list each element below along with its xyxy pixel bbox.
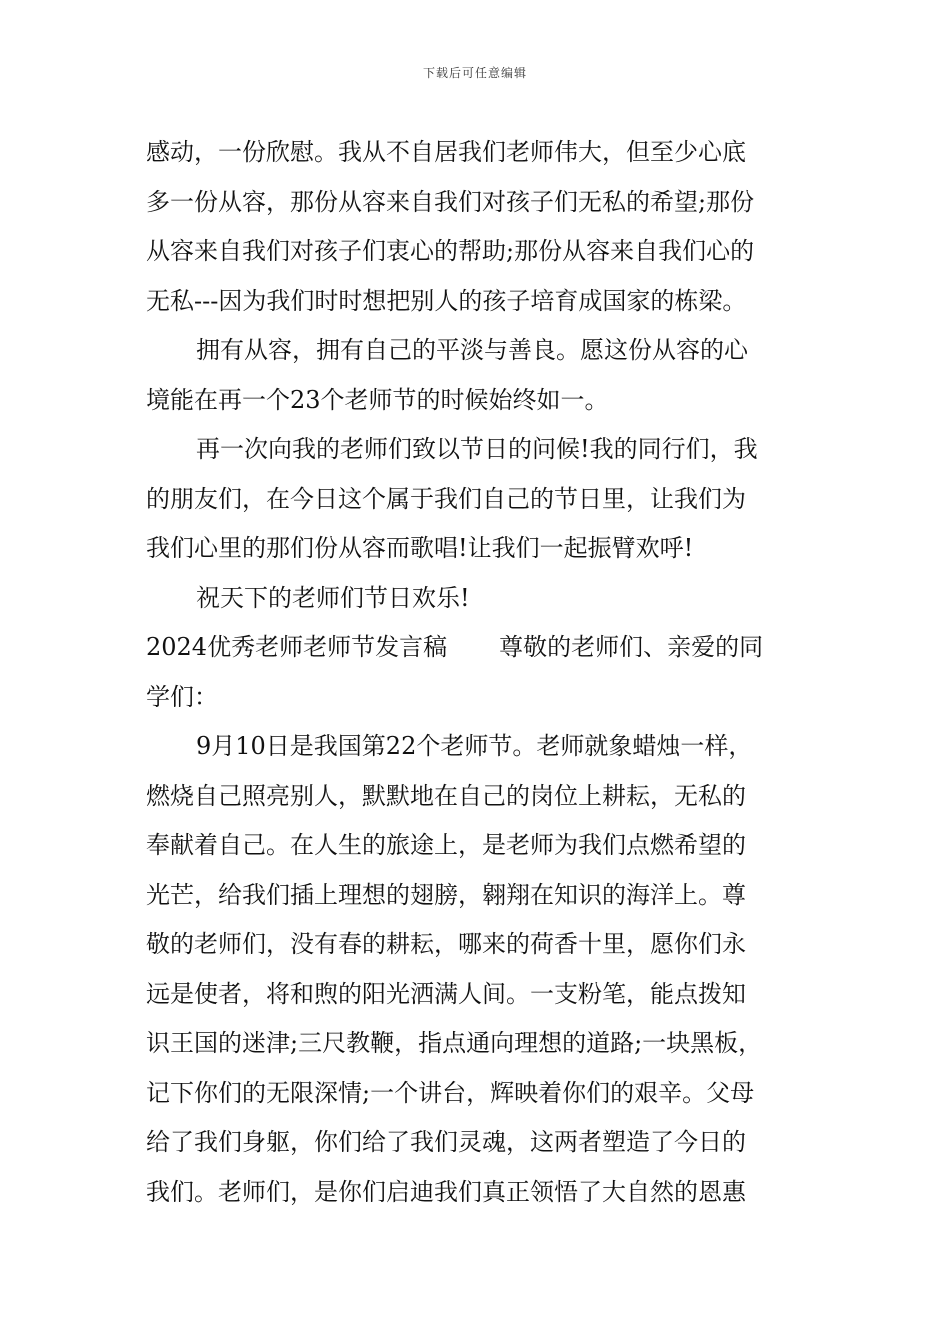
text-line: 的朋友们，在今日这个属于我们自己的节日里，让我们为 — [146, 484, 746, 513]
section-title-line — [146, 623, 811, 673]
text-line: 再一次向我的老师们致以节日的问候!我的同行们，我 — [196, 435, 758, 463]
text-line: 我们。老师们，是你们启迪我们真正领悟了大自然的恩惠 — [146, 1177, 746, 1206]
text-line: 无私---因为我们时时想把别人的孩子培育成国家的栋梁。 — [146, 286, 747, 315]
text-line: 多一份从容，那份从容来自我们对孩子们无私的希望;那份 — [146, 187, 755, 216]
text-line: 境能在再一个23个老师节的时候始终如一。 — [146, 385, 609, 414]
text-line: 祝天下的老师们节日欢乐! — [196, 583, 470, 612]
text-line: 学们： — [146, 682, 218, 711]
text-line: 从容来自我们对孩子们衷心的帮助;那份从容来自我们心的 — [146, 237, 755, 265]
text-line: 感动，一份欣慰。我从不自居我们老师伟大，但至少心底 — [146, 138, 746, 166]
text-line: 燃烧自己照亮别人，默默地在自己的岗位上耕耘，无私的 — [146, 781, 746, 810]
text-line: 敬的老师们，没有春的耕耘，哪来的荷香十里，愿你们永 — [146, 930, 746, 958]
text-line: 拥有从容，拥有自己的平淡与善良。愿这份从容的心 — [196, 336, 748, 364]
text-line: 光芒，给我们插上理想的翅膀，翱翔在知识的海洋上。尊 — [146, 880, 746, 909]
text-line: 记下你们的无限深情;一个讲台，辉映着你们的艰辛。父母 — [146, 1078, 755, 1107]
text-line: 远是使者，将和煦的阳光洒满人间。一支粉笔，能点拨知 — [146, 979, 746, 1008]
text-line: 奉献着自己。在人生的旅途上，是老师为我们点燃希望的 — [146, 831, 746, 859]
salutation: 尊敬的老师们、亲爱的同 — [499, 633, 764, 661]
body-text — [146, 128, 811, 1217]
text-line: 9月10日是我国第22个老师节。老师就象蜡烛一样， — [196, 732, 753, 760]
header-note: 下载后可任意编辑 — [422, 66, 527, 80]
section-title: 2024优秀老师老师节发言稿 — [146, 633, 448, 661]
text-line: 我们心里的那们份从容而歌唱!让我们一起振臂欢呼! — [146, 534, 694, 562]
text-line: 识王国的迷津;三尺教鞭，指点通向理想的道路;一块黑板， — [146, 1029, 763, 1057]
text-line: 给了我们身躯，你们给了我们灵魂，这两者塑造了今日的 — [146, 1128, 746, 1156]
